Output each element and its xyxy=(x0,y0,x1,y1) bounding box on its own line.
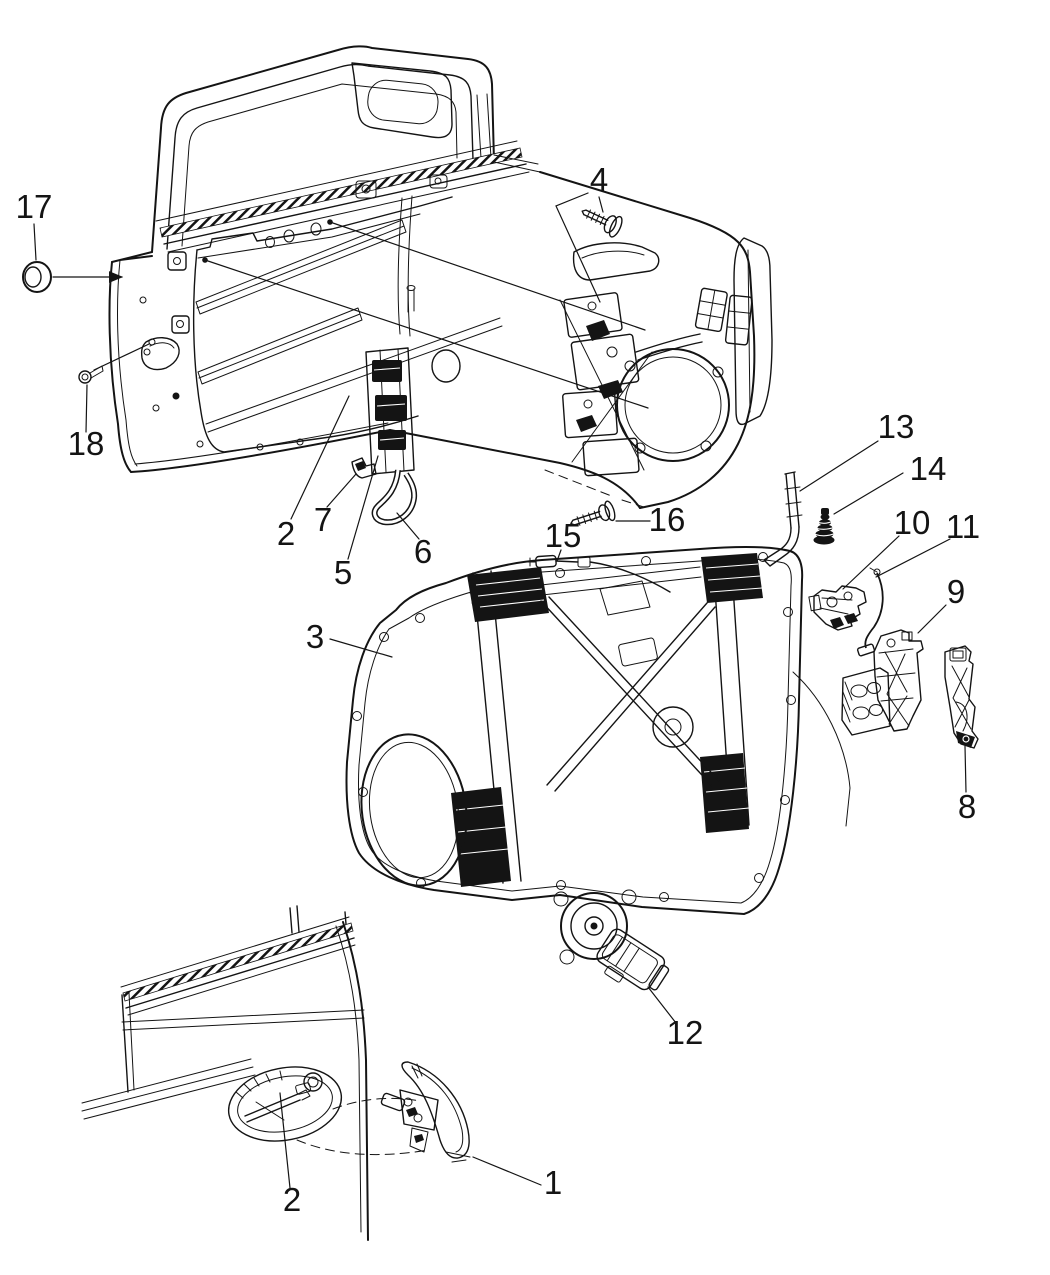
callout-11-label: 11 xyxy=(945,508,981,545)
callout-4-label: 4 xyxy=(589,161,609,198)
callout-8-leader xyxy=(965,746,966,792)
release-cable-drawing xyxy=(526,555,670,592)
callout-18-label: 18 xyxy=(67,425,105,462)
callout-14-label: 14 xyxy=(909,450,947,487)
latch-bracket-drawing xyxy=(842,630,923,735)
reinforcement-bracket-drawing xyxy=(945,646,978,748)
grommet-drawing xyxy=(23,262,51,292)
callout-17-label: 17 xyxy=(15,188,53,225)
callout-2-lower-label: 2 xyxy=(282,1181,302,1218)
callout-8-label: 8 xyxy=(957,788,977,825)
door-latch-drawing xyxy=(366,348,414,474)
screw-18-drawing xyxy=(79,366,103,383)
latch-cable-drawing xyxy=(375,470,415,522)
callout-3-label: 3 xyxy=(305,618,325,655)
callout-13-leader xyxy=(800,441,878,491)
callout-10-label: 10 xyxy=(893,504,931,541)
callout-6-label: 6 xyxy=(413,533,433,570)
lock-rod-drawing xyxy=(764,472,802,566)
callout-14-leader xyxy=(834,473,903,514)
callout-leaders xyxy=(34,193,966,1188)
outer-door-panel-drawing xyxy=(82,906,428,1240)
callout-16-label: 16 xyxy=(648,501,686,538)
inside-latch-drawing xyxy=(809,586,866,630)
callout-5-label: 5 xyxy=(333,554,353,591)
callout-7-label: 7 xyxy=(313,501,333,538)
callout-17-leader xyxy=(34,224,36,260)
callout-9-leader xyxy=(918,605,946,633)
callout-labels xyxy=(16,161,980,1218)
exterior-handle-drawing xyxy=(381,1062,470,1162)
callout-15-label: 15 xyxy=(544,517,582,554)
carrier-module-drawing xyxy=(347,547,851,914)
latch-link-cable-drawing xyxy=(857,568,883,656)
callout-11-leader xyxy=(876,539,950,577)
callout-2-upper-label: 2 xyxy=(276,515,296,552)
door-inner-panel-drawing xyxy=(110,46,755,509)
callout-1-leader xyxy=(473,1157,541,1185)
callout-4-leader xyxy=(556,193,603,302)
callout-1-label: 1 xyxy=(543,1164,563,1201)
spring-drawing xyxy=(814,508,837,545)
window-motor-drawing xyxy=(554,890,673,1002)
callout-13-label: 13 xyxy=(877,408,915,445)
callout-9-label: 9 xyxy=(946,573,966,610)
callout-12-label: 12 xyxy=(666,1014,704,1051)
callout-10-leader xyxy=(843,536,899,589)
